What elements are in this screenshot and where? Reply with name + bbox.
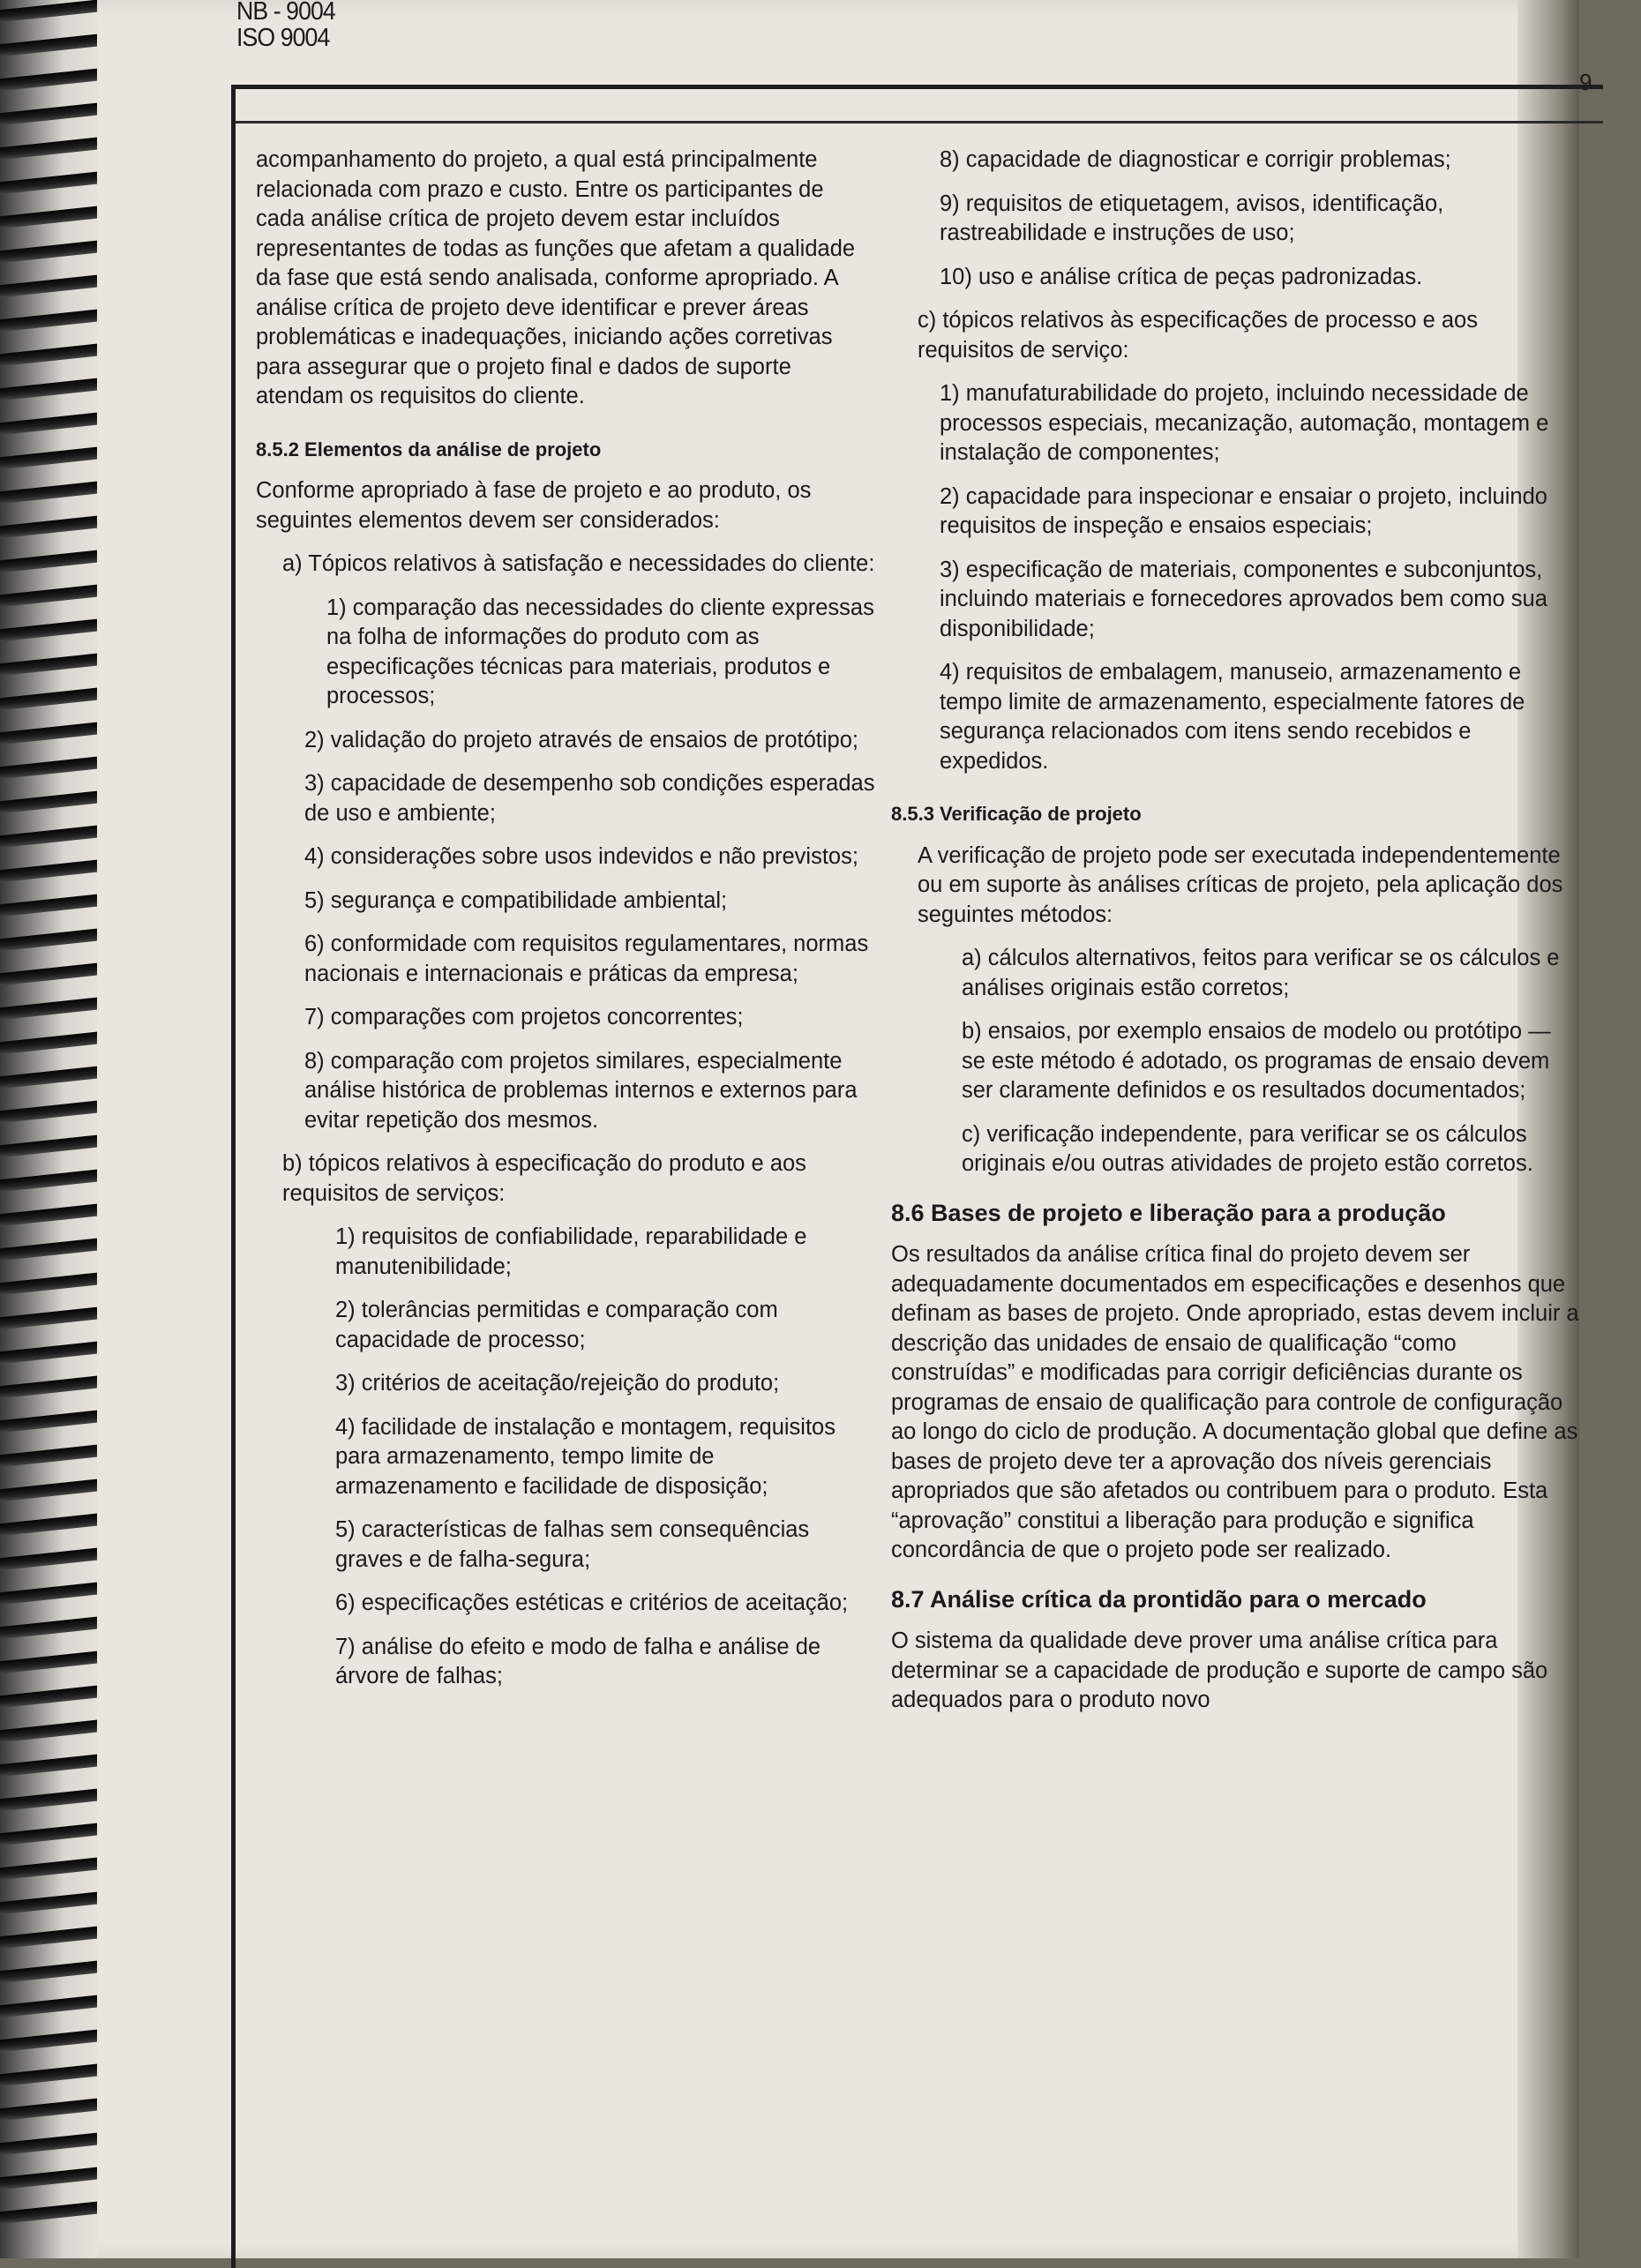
verification-method: b) ensaios, por exemplo ensaios de modelo ou protótipo — se este método é adotado, os programas de ensaio devem ser claramente definidos e os resultados documentados; xyxy=(962,1019,1551,1103)
section-87-text: O sistema da qualidade deve prover uma análise crítica para determinar se a capacidade de produção e suporte de campo são adequados para o produto novo xyxy=(891,1628,1548,1712)
section-853-title: 8.5.3 Verificação de projeto xyxy=(891,803,1142,825)
topic-a-item: 2) validação do projeto através de ensaios de protótipo; xyxy=(304,727,858,752)
section-87-title: 8.7 Análise crítica da prontidão para o mercado xyxy=(891,1585,1427,1613)
topic-b-title: b) tópicos relativos à especificação do produto e aos requisitos de serviços: xyxy=(282,1151,806,1206)
topic-c-item: 4) requisitos de embalagem, manuseio, armazenamento e tempo limite de armazenamento, especialmente fatores de segurança relacionados com itens sendo recebidos e expedidos. xyxy=(940,660,1525,774)
topic-b-item: 8) capacidade de diagnosticar e corrigir problemas; xyxy=(940,147,1451,172)
topic-b-item: 2) tolerâncias permitidas e comparação com capacidade de processo; xyxy=(335,1298,778,1352)
section-852-intro: Conforme apropriado à fase de projeto e ao produto, os seguintes elementos devem ser considerados: xyxy=(256,478,812,533)
topic-c-item: 2) capacidade para inspecionar e ensaiar o projeto, incluindo requisitos de inspeção e ensaios especiais; xyxy=(940,483,1547,538)
topic-b-item: 1) requisitos de confiabilidade, reparabilidade e manutenibilidade; xyxy=(335,1224,807,1279)
section-86-text: Os resultados da análise crítica final do projeto devem ser adequadamente documentados em especificações e desenhos que definam as bases de projeto. Onde apropriado, estas devem incluir a descrição das unidades de ensaio de qualificação “como construídas” e modificadas para corrigir deficiências durante os programas de ensaio de qualificação para controle de configuração ao longo do ciclo de produção. A documentação global que define as bases de projeto deve ter a aprovação dos níveis gerenciais apropriados que são afetados ou contribuem para o produto. Esta “aprovação” constitui a liberação para produção e significa concordância de que o projeto pode ser realizado. xyxy=(891,1242,1579,1562)
topic-a-item: 6) conformidade com requisitos regulamentares, normas nacionais e internacionais e práticas da empresa; xyxy=(304,932,869,986)
section-86-title: 8.6 Bases de projeto e liberação para a produção xyxy=(891,1199,1446,1226)
section-853-intro: A verificação de projeto pode ser executada independentemente ou em suporte às análises críticas de projeto, pela aplicação dos seguintes métodos: xyxy=(918,842,1563,927)
topic-a-item: 3) capacidade de desempenho sob condições esperadas de uso e ambiente; xyxy=(304,771,875,826)
standard-code-iso: ISO 9004 xyxy=(236,24,330,52)
topic-a-item: 4) considerações sobre usos indevidos e não previstos; xyxy=(304,844,858,869)
topic-b-item: 7) análise do efeito e modo de falha e análise de árvore de falhas; xyxy=(335,1634,821,1688)
topic-c-item: 3) especificação de materiais, componentes e subconjuntos, incluindo materiais e fornecedores aprovados bem como sua disponibilidade; xyxy=(940,557,1547,641)
topic-b-item: 3) critérios de aceitação/rejeição do produto; xyxy=(335,1371,780,1396)
topic-b-item: 5) características de falhas sem consequências graves e de falha-segura; xyxy=(335,1517,810,1572)
spiral-binding xyxy=(0,0,106,2258)
page-number: 9 xyxy=(1579,69,1592,95)
topic-a-item: 8) comparação com projetos similares, especialmente análise histórica de problemas internos e externos para evitar repetição dos mesmos. xyxy=(304,1048,858,1133)
section-852-title: 8.5.2 Elementos da análise de projeto xyxy=(256,438,602,460)
topic-c-title: c) tópicos relativos às especificações de processo e aos requisitos de serviço: xyxy=(918,308,1478,363)
topic-a-item: 1) comparação das necessidades do cliente expressas na folha de informações do produto com as especificações técnicas para materiais, produtos e processos; xyxy=(326,595,874,708)
topic-a-item: 5) segurança e compatibilidade ambiental; xyxy=(304,887,728,913)
verification-method: a) cálculos alternativos, feitos para verificar se os cálculos e análises originais estão corretos; xyxy=(962,946,1560,1000)
topic-a-item: 7) comparações com projetos concorrentes; xyxy=(304,1005,744,1029)
left-column xyxy=(256,146,878,1706)
standard-code-header xyxy=(236,0,335,51)
topic-b-item: 10) uso e análise crítica de peças padronizadas. xyxy=(940,264,1423,289)
intro-paragraph: acompanhamento do projeto, a qual está principalmente relacionada com prazo e custo. Entre os participantes de cada análise crítica de projeto devem estar incluídos representantes de todas as funções que afetam a qualidade da fase que está sendo analisada, conforme apropriado. A análise crítica de projeto deve identificar e prever áreas problemáticas e inadequações, iniciando ações corretivas para assegurar que o projeto final e dados de suporte atendam os requisitos do cliente. xyxy=(256,147,856,408)
topic-c-item: 1) manufaturabilidade do projeto, incluindo necessidade de processos especiais, mecanização, automação, montagem e instalação de componentes; xyxy=(940,381,1549,465)
verification-method: c) verificação independente, para verificar se os cálculos originais e/ou outras atividades de projeto estão corretos. xyxy=(962,1121,1533,1176)
topic-b-item: 6) especificações estéticas e critérios de aceitação; xyxy=(335,1591,849,1615)
standard-code-nb: NB - 9004 xyxy=(236,0,335,26)
right-column xyxy=(891,146,1579,1730)
topic-b-item: 9) requisitos de etiquetagem, avisos, identificação, rastreabilidade e instruções de uso; xyxy=(940,191,1444,245)
topic-a-title: a) Tópicos relativos à satisfação e necessidades do cliente: xyxy=(282,551,875,576)
topic-b-item: 4) facilidade de instalação e montagem, requisitos para armazenamento, tempo limite de armazenamento e facilidade de disposição; xyxy=(335,1414,835,1499)
